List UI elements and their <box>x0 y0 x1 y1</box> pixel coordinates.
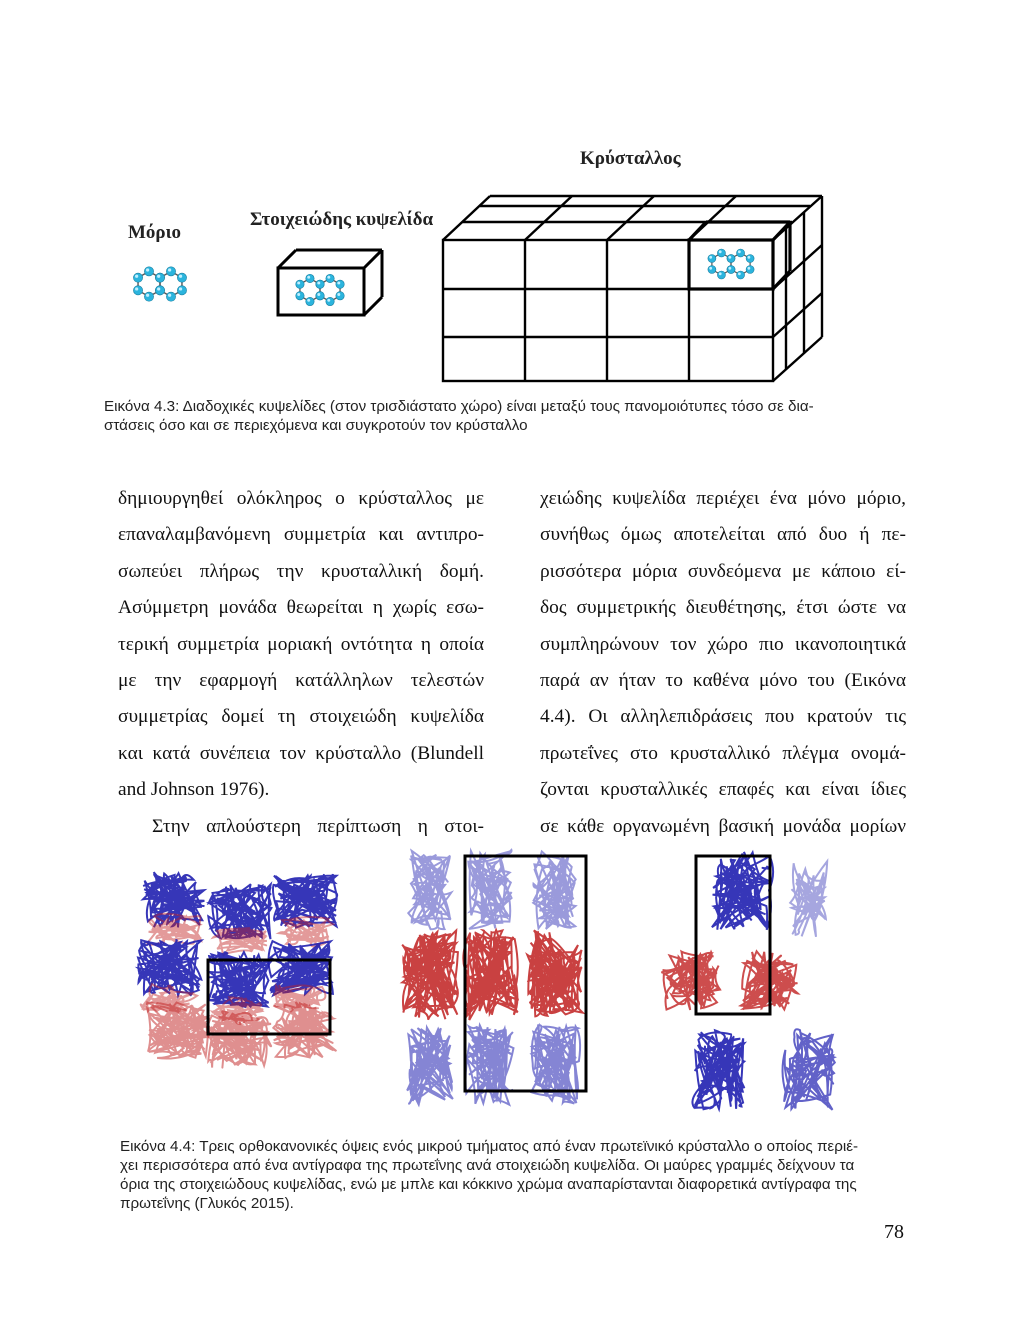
text-line: ζονται κρυσταλλικές επαφές και είναι ίδιες <box>540 779 906 801</box>
text-line: πρωτεΐνες στο κρυσταλλικό πλέγμα ονομά- <box>540 742 906 764</box>
text-line: ρισσότερα μόρια συνδεόμενα με κάποιο εί- <box>540 560 906 582</box>
text-line: συνήθως όμως αποτελείται από δυο ή πε- <box>540 524 906 546</box>
crystal-molecule-icon <box>708 249 754 279</box>
caption-line: πρωτεΐνης (Γλυκός 2015). <box>120 1195 294 1212</box>
figure-4-4-caption <box>120 1137 900 1213</box>
protein-crystal-views <box>0 840 1024 1130</box>
text-line: 4.4). Οι αλληλεπιδράσεις που κρατούν τις <box>540 706 906 728</box>
text-line: σε κάθε οργανωμένη βασική μονάδα μορίων <box>540 815 906 837</box>
text-line: παρά αν ήταν το καθένα μόνο του (Εικόνα <box>540 670 906 692</box>
text-line: δημιουργηθεί ολόκληρος ο κρύσταλλος με <box>118 488 484 509</box>
text-line: σωπεύει πλήρως την κρυσταλλική δομή. <box>118 560 484 582</box>
unit-cell-molecule-icon <box>296 274 345 305</box>
label-molecule: Μόριο <box>128 222 181 243</box>
left-column-text <box>118 481 484 845</box>
label-crystal: Κρύσταλλος <box>580 148 681 169</box>
caption-line: Εικόνα 4.4: Τρεις ορθοκανονικές όψεις ενός μικρού τμήματος από έναν πρωτεϊνικό κρύσταλλο ο οποίος περιέ- <box>120 1138 859 1155</box>
figure-4-3-caption <box>104 397 864 435</box>
text-line: δος συμμετρικής διευθέτησης, έτσι ώστε να <box>540 597 906 619</box>
caption-line: Εικόνα 4.3: Διαδοχικές κυψελίδες (στον τρισδιάστατο χώρο) είναι μεταξύ τους πανομοιότυπες τόσο σε δια- <box>104 398 814 415</box>
text-line: Ασύμμετρη μονάδα θεωρείται η χωρίς εσω- <box>118 597 484 619</box>
text-line: Στην απλούστερη περίπτωση η στοι- <box>152 815 484 837</box>
text-line: συμμετρίας δομεί τη στοιχειώδη κυψελίδα <box>118 706 484 728</box>
molecule-icon <box>133 267 186 302</box>
text-line: επαναλαμβανόμενη συμμετρία και αντιπρο- <box>118 524 484 546</box>
text-line: τερική συμμετρία μοριακή οντότητα η οποία <box>118 633 484 655</box>
text-line: χειώδης κυψελίδα περιέχει ένα μόνο μόριο, <box>540 488 906 509</box>
protein-view-2 <box>402 850 583 1105</box>
text-line: και κατά συνέπεια τον κρύσταλλο (Blundell <box>118 742 484 764</box>
caption-line: όρια της στοιχειώδους κυψελίδας, ενώ με μπλε και κόκκινο χρώμα αναπαρίστανται διαφορετικά αντίγραφα της <box>120 1176 857 1193</box>
text-line: and Johnson 1976). <box>118 779 270 801</box>
page-number: 78 <box>884 1221 904 1243</box>
right-column-text <box>540 481 906 845</box>
caption-line: χει περισσότερα από ένα αντίγραφα της πρωτεΐνης ανά στοιχειώδη κυψελίδα. Οι μαύρες γραμμές δείχνουν τα <box>120 1157 855 1174</box>
caption-line: στάσεις όσο και σε περιεχόμενα και συγκροτούν τον κρύσταλλο <box>104 417 528 434</box>
text-line: συμπληρώνουν τον χώρο πιο ικανοποιητικά <box>540 633 906 655</box>
text-line: με την εφαρμογή κατάλληλων τελεστών <box>118 670 484 692</box>
label-unit-cell: Στοιχειώδης κυψελίδα <box>250 209 434 230</box>
protein-view-3 <box>661 852 834 1110</box>
protein-view-1 <box>138 872 337 1067</box>
crystal-lattice-diagram <box>0 0 1024 400</box>
